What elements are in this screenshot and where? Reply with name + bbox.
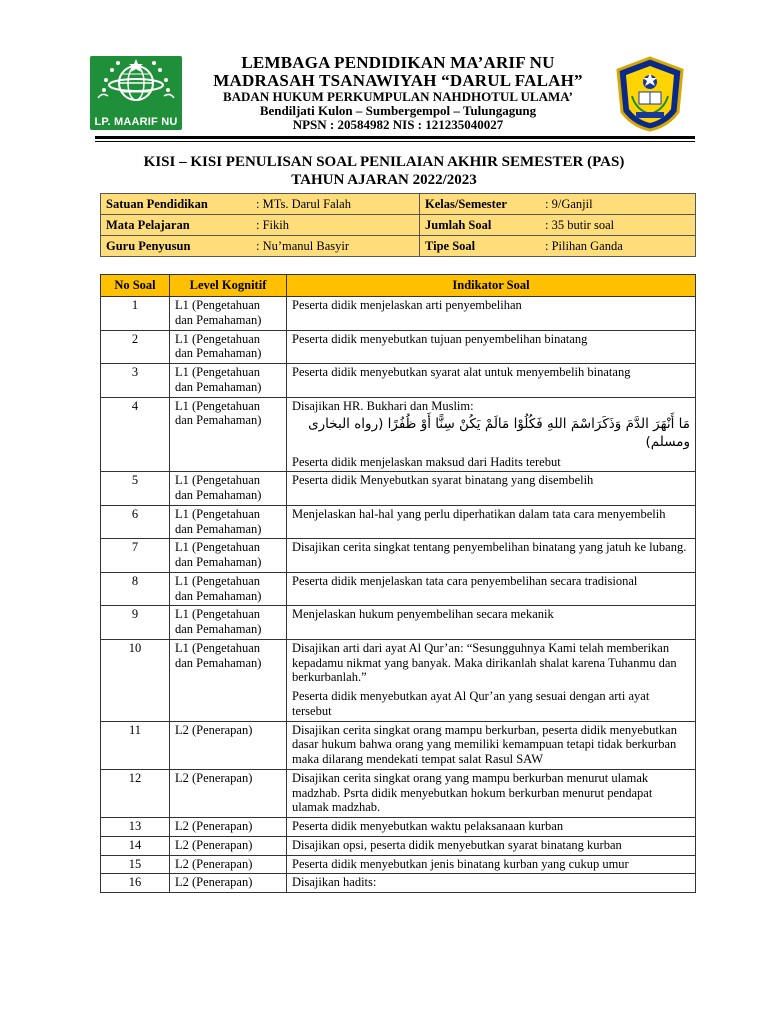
row-no: 12 [101,769,170,817]
tipe-label: Tipe Soal [420,236,541,257]
row-level: L1 (Pengetahuan dan Pemahaman) [170,364,287,398]
nu-globe-logo-icon [90,56,182,130]
row-no: 6 [101,505,170,539]
table-row [101,721,696,769]
row-level: L1 (Pengetahuan dan Pemahaman) [170,572,287,606]
kelas-value: : 9/Ganjil [540,194,696,215]
table-row [101,818,696,837]
row-indicator: Peserta didik menyebutkan jenis binatang kurban yang cukup umur [287,855,696,874]
row-indicator: Menjelaskan hukum penyembelihan secara mekanik [287,606,696,640]
row-indicator: Peserta didik menjelaskan tata cara penyembelihan secara tradisional [287,572,696,606]
row-indicator: Disajikan cerita singkat orang yang mampu berkurban menurut ulamak madzhab. Psrta didik menyebutkan hokum berkurban menurut pendapat ulamak madzhab. [287,769,696,817]
row-no: 9 [101,606,170,640]
row-level: L1 (Pengetahuan dan Pemahaman) [170,539,287,573]
row-level: L1 (Pengetahuan dan Pemahaman) [170,639,287,721]
row-no: 13 [101,818,170,837]
row-level: L1 (Pengetahuan dan Pemahaman) [170,472,287,506]
school-name: MADRASAH TSANAWIYAH “DARUL FALAH” [213,71,583,90]
row-level: L1 (Pengetahuan dan Pemahaman) [170,397,287,472]
row-indicator: Peserta didik menyebutkan tujuan penyembelihan binatang [287,330,696,364]
row-no: 2 [101,330,170,364]
info-row [101,215,696,236]
tipe-value: : Pilihan Ganda [540,236,696,257]
row-indicator: Peserta didik menjelaskan arti penyembelihan [287,297,696,331]
document-subtitle: TAHUN AJARAN 2022/2023 [291,172,477,188]
table-row [101,330,696,364]
row-no: 5 [101,472,170,506]
row-indicator-text-2: Peserta didik menyebutkan ayat Al Qur’an yang sesuai dengan arti ayat tersebut [292,689,650,718]
kisi-kisi-table [100,274,696,893]
row-indicator: Menjelaskan hal-hal yang perlu diperhatikan dalam tata cara menyembelih [287,505,696,539]
table-row [101,297,696,331]
jumlah-value: : 35 butir soal [540,215,696,236]
row-level: L1 (Pengetahuan dan Pemahaman) [170,297,287,331]
row-indicator: Disajikan opsi, peserta didik menyebutkan syarat binatang kurban [287,836,696,855]
info-table [100,193,696,257]
letterhead-text [180,54,616,131]
institution-name: LEMBAGA PENDIDIKAN MA’ARIF NU [241,53,555,72]
row-indicator [287,639,696,721]
row-no: 10 [101,639,170,721]
letterhead-divider-thick [95,136,695,139]
table-header-row [101,275,696,297]
row-indicator: Disajikan cerita singkat orang mampu berkurban, peserta didik menyebutkan dasar hukum bahwa orang yang memiliki kemampuan tetapi tidak berkurban maka dilarang mendekati tempat salat Rasul SAW [287,721,696,769]
table-row [101,874,696,893]
header-level-kognitif: Level Kognitif [170,275,287,297]
row-no: 4 [101,397,170,472]
kemenag-emblem-graphic [612,56,688,132]
guru-value: : Nu’manul Basyir [251,236,420,257]
school-npsn: NPSN : 20584982 NIS : 121235040027 [292,117,504,132]
row-level: L1 (Pengetahuan dan Pemahaman) [170,330,287,364]
kemenag-emblem-icon [612,56,688,132]
row-level: L2 (Penerapan) [170,855,287,874]
row-level: L2 (Penerapan) [170,836,287,855]
row-indicator-text-2: Peserta didik menjelaskan maksud dari Hadits terebut [292,454,561,469]
table-row [101,639,696,721]
table-row [101,836,696,855]
row-no: 8 [101,572,170,606]
jumlah-label: Jumlah Soal [420,215,541,236]
mapel-label: Mata Pelajaran [101,215,252,236]
info-row [101,194,696,215]
school-address: Bendiljati Kulon – Sumbergempol – Tulungagung [259,103,537,118]
table-row [101,855,696,874]
hadith-arabic-text: مَا أَنْهَرَ الدَّمَ وَذَكَرَاسْمَ اللهِ فَكُلُوْا مَالَمْ يَكُنْ سِنًّا أَوْ ظُفُرًا (رواه البخارى ومسلم) [308,416,690,451]
header-indikator-soal: Indikator Soal [287,275,696,297]
row-no: 7 [101,539,170,573]
row-indicator-text: Disajikan HR. Bukhari dan Muslim: [292,398,474,413]
row-level: L1 (Pengetahuan dan Pemahaman) [170,505,287,539]
row-indicator: Disajikan cerita singkat tentang penyembelihan binatang yang jatuh ke lubang. [287,539,696,573]
legal-body: BADAN HUKUM PERKUMPULAN NAHDHOTUL ULAMA’ [222,89,574,104]
row-no: 1 [101,297,170,331]
row-no: 15 [101,855,170,874]
row-level: L2 (Penerapan) [170,874,287,893]
header-no-soal: No Soal [101,275,170,297]
table-row [101,539,696,573]
guru-label: Guru Penyusun [101,236,252,257]
letterhead-divider-thin [95,141,695,142]
table-row [101,472,696,506]
info-row [101,236,696,257]
row-level: L2 (Penerapan) [170,721,287,769]
row-no: 14 [101,836,170,855]
table-row [101,572,696,606]
document-title: KISI – KISI PENULISAN SOAL PENILAIAN AKHIR SEMESTER (PAS) [143,154,625,170]
row-indicator: Disajikan hadits: [287,874,696,893]
row-no: 11 [101,721,170,769]
mapel-value: : Fikih [251,215,420,236]
satuan-value: : MTs. Darul Falah [251,194,420,215]
table-row [101,397,696,472]
row-no: 16 [101,874,170,893]
satuan-label: Satuan Pendidikan [101,194,252,215]
row-level: L2 (Penerapan) [170,769,287,817]
logo-left-caption: LP. MAARIF NU [94,116,178,128]
letterhead [0,50,768,136]
row-indicator [287,397,696,472]
row-level: L2 (Penerapan) [170,818,287,837]
row-no: 3 [101,364,170,398]
row-indicator: Peserta didik menyebutkan waktu pelaksanaan kurban [287,818,696,837]
row-level: L1 (Pengetahuan dan Pemahaman) [170,606,287,640]
nu-globe-logo-graphic [90,56,182,116]
row-indicator: Peserta didik menyebutkan syarat alat untuk menyembelih binatang [287,364,696,398]
table-row [101,505,696,539]
kelas-label: Kelas/Semester [420,194,541,215]
row-indicator-text: Disajikan arti dari ayat Al Qur’an: “Sesungguhnya Kami telah memberikan kepadamu nikmat yang banyak. Maka dirikanlah shalat karena Tuhanmu dan berkurbanlah.” [292,640,677,685]
row-indicator: Peserta didik Menyebutkan syarat binatang yang disembelih [287,472,696,506]
table-row [101,364,696,398]
table-row [101,769,696,817]
table-row [101,606,696,640]
